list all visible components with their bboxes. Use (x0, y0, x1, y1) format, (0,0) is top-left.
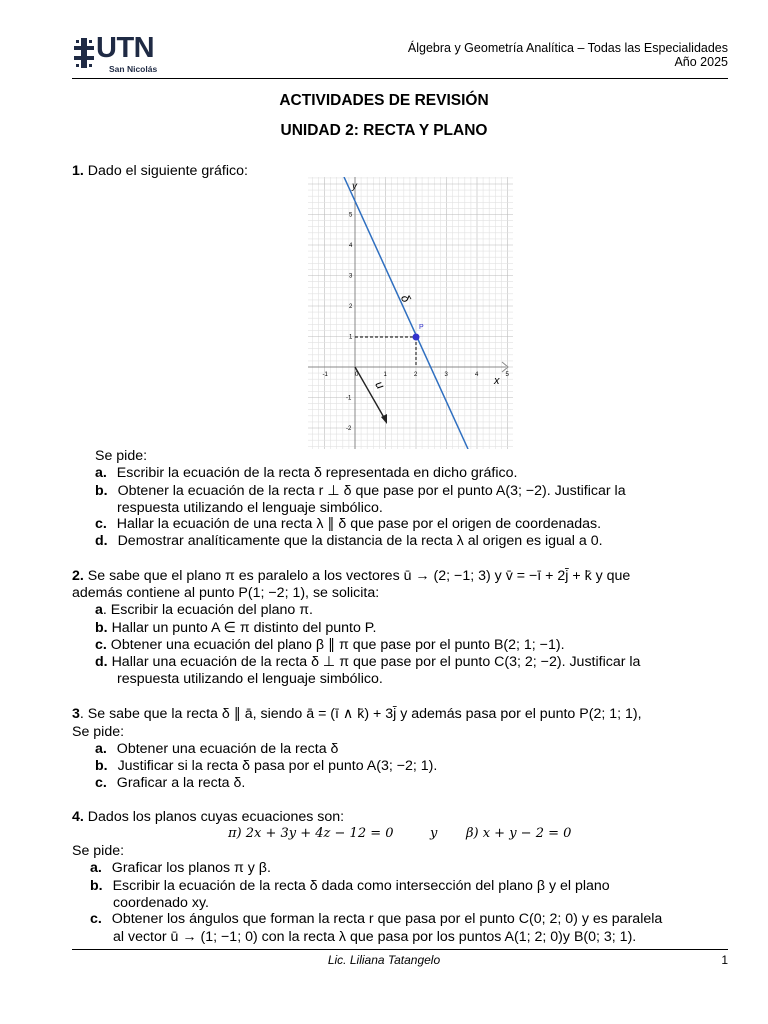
footer-author: Lic. Liliana Tatangelo (327, 953, 441, 967)
q4-item-b (90, 878, 610, 894)
x-axis-label: x (494, 375, 500, 387)
q4-c-text: Obtener los ángulos que forman la recta r que pasa por el punto C(0; 2; 0) y es paralela (111, 911, 663, 927)
point-p-label: P (419, 324, 424, 331)
q2-item-b (95, 620, 376, 636)
x-tick-label: 0 (355, 372, 359, 378)
q4-equation-pi: π) 2x + 3y + 4z − 12 = 0 (228, 826, 394, 841)
q2-a-text: . Escribir la ecuación del plano π. (102, 602, 313, 618)
course-name: Álgebra y Geometría Analítica – Todas las Especialidades (407, 41, 728, 55)
q1-intro-text: Dado el siguiente gráfico: (87, 163, 248, 179)
page-number: 1 (721, 953, 728, 967)
q1-c-text: Hallar la ecuación de una recta λ ∥ δ que pase por el origen de coordenadas. (116, 516, 602, 532)
q3-a-text: Obtener una ecuación de la recta δ (116, 741, 339, 757)
q4-number: 4. (72, 809, 84, 825)
q1-item-d (95, 533, 603, 549)
q4-b-continuation: coordenado xy. (113, 895, 209, 911)
x-tick-label: 1 (383, 372, 387, 378)
y-tick-label: -1 (346, 395, 352, 402)
logo-subtext: San Nicolás (109, 64, 158, 74)
vector-u-label: u (372, 378, 388, 392)
q1-b-continuation: respuesta utilizando el lenguaje simbólico. (117, 500, 383, 516)
page-subtitle: UNIDAD 2: RECTA Y PLANO (280, 122, 488, 139)
q1-d-label: d. (95, 533, 108, 549)
footer-divider (72, 949, 728, 950)
q2-b-label: b. (95, 620, 108, 636)
q3-b-text: Justificar si la recta δ pasa por el punto A(3; −2; 1). (117, 758, 438, 774)
q2-text-1: Se sabe que el plano π es paralelo a los vectores ū → (2; −1; 3) y v̄ = −ī + 2j̄ + k̄ y que (87, 568, 631, 584)
q3-item-c (95, 775, 245, 791)
q1-d-text: Demostrar analíticamente que la distancia de la recta λ al origen es igual a 0. (117, 533, 603, 549)
page-title: ACTIVIDADES DE REVISIÓN (279, 92, 489, 109)
q4-item-a (90, 860, 271, 876)
utn-emblem-icon (72, 36, 96, 72)
q4-equation-and: y (430, 826, 438, 841)
x-tick-label: -1 (322, 372, 328, 378)
q4-equation-beta: β) x + y − 2 = 0 (466, 826, 572, 841)
q2-item-c (95, 637, 565, 653)
q1-c-label: c. (95, 516, 107, 532)
q1-graph (308, 177, 518, 449)
line-delta (344, 177, 468, 449)
q2-c-label: c. (95, 637, 107, 653)
q1-item-b (95, 483, 626, 499)
q1-a-text: Escribir la ecuación de la recta δ representada en dicho gráfico. (116, 465, 518, 481)
q3-c-text: Graficar a la recta δ. (116, 775, 246, 791)
q2-item-d (95, 654, 640, 670)
point-p (413, 334, 420, 341)
q3-stem (72, 706, 642, 722)
q1-a-label: a. (95, 465, 107, 481)
q2-d-text: Hallar una ecuación de la recta δ ⊥ π que pase por el punto C(3; 2; −2). Justificar la (111, 654, 641, 670)
q4-stem (72, 809, 344, 825)
q4-text-1: Dados los planos cuyas ecuaciones son: (87, 809, 345, 825)
q2-stem-line2: además contiene al punto P(1; −2; 1), se solicita: (72, 585, 380, 601)
y-axis-label: y (352, 181, 357, 192)
header-info (408, 41, 728, 69)
q2-number: 2. (72, 568, 84, 584)
q4-b-text: Escribir la ecuación de la recta δ dada como intersección del plano β y el plano (112, 878, 610, 894)
q3-item-a (95, 741, 338, 757)
q3-text-1: . Se sabe que la recta δ ∥ ā, siendo ā = (ī ∧ k̄) + 3j̄ y además pasa por el punto P(2; 1; 1), (79, 706, 642, 722)
q3-se-pide: Se pide: (72, 724, 125, 740)
q4-se-pide: Se pide: (72, 843, 125, 859)
x-tick-label: 5 (505, 372, 509, 378)
y-tick-labels (346, 213, 353, 433)
logo-text: UTN (96, 32, 155, 64)
header-divider (72, 78, 728, 79)
q2-a-label: a (95, 602, 103, 618)
q2-d-continuation: respuesta utilizando el lenguaje simbólico. (117, 671, 383, 687)
q1-item-a (95, 465, 517, 481)
graph-grid (308, 177, 513, 449)
q2-c-text: Obtener una ecuación del plano β ∥ π que pase por el punto B(2; 1; −1). (110, 637, 565, 653)
y-tick-label: 4 (349, 243, 353, 249)
q1-number: 1. (72, 163, 84, 179)
course-year: Año 2025 (674, 55, 728, 69)
y-tick-label: -2 (346, 426, 352, 432)
q2-b-text: Hallar un punto A ∈ π distinto del punto P. (111, 620, 377, 636)
q3-b-label: b. (95, 758, 108, 774)
utn-logo (72, 32, 167, 76)
q3-number: 3 (72, 706, 80, 722)
q1-intro (72, 163, 248, 179)
vector-u (355, 367, 386, 421)
q3-item-b (95, 758, 437, 774)
q3-c-label: c. (95, 775, 107, 791)
y-tick-label: 5 (349, 212, 353, 219)
x-tick-label: 3 (444, 372, 448, 378)
q4-item-c (90, 911, 662, 927)
q2-d-label: d. (95, 654, 108, 670)
q2-stem-line1 (72, 568, 630, 584)
q4-c-continuation: al vector ū → (1; −1; 0) con la recta λ que pasa por los puntos A(1; 2; 0)y B(0; 3; 1). (113, 929, 637, 945)
x-tick-label: 2 (414, 372, 418, 378)
y-tick-label: 3 (349, 273, 353, 280)
q1-b-label: b. (95, 483, 108, 499)
q2-item-a (95, 602, 313, 618)
q4-c-label: c. (90, 911, 102, 927)
q4-a-text: Graficar los planos π y β. (111, 860, 271, 876)
q1-item-c (95, 516, 601, 532)
y-tick-label: 2 (349, 304, 353, 310)
y-tick-label: 1 (349, 334, 353, 341)
x-tick-label: 4 (475, 372, 479, 378)
q1-b-text: Obtener la ecuación de la recta r ⊥ δ que pase por el punto A(3; −2). Justificar la (117, 483, 626, 499)
q3-a-label: a. (95, 741, 107, 757)
q1-se-pide: Se pide: (95, 448, 148, 464)
q4-a-label: a. (90, 860, 102, 876)
q4-b-label: b. (90, 878, 103, 894)
line-delta-label: δ (397, 292, 414, 305)
